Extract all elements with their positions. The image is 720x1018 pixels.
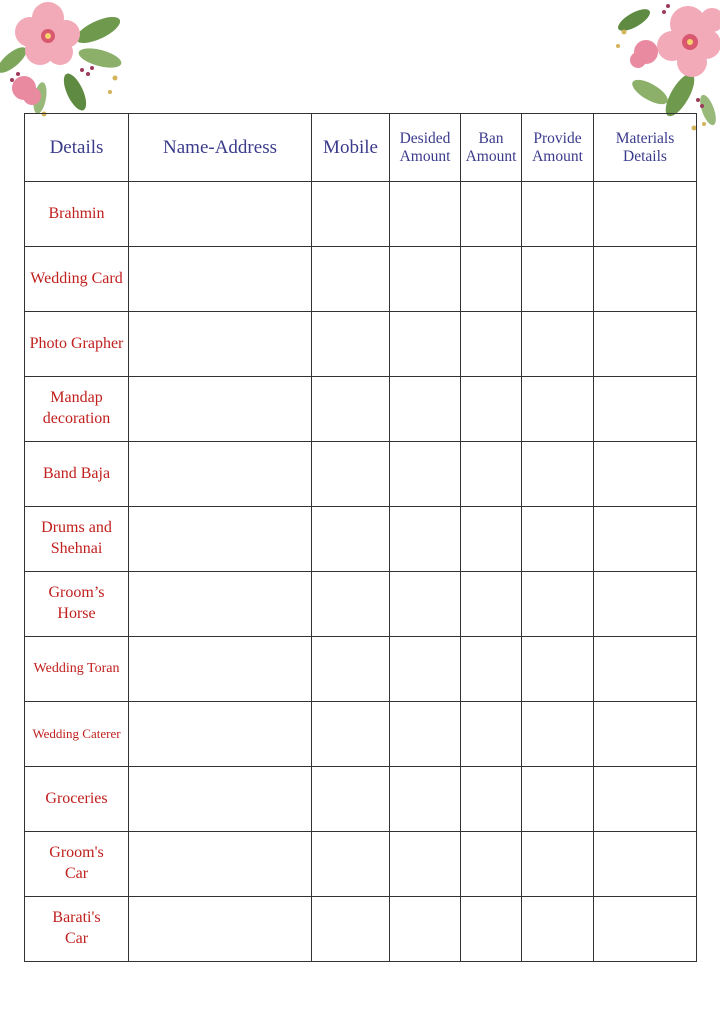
flower-bud-icon	[12, 76, 41, 105]
table-row	[25, 767, 697, 832]
provide-amount-cell[interactable]	[522, 702, 594, 767]
ban-amount-cell[interactable]	[461, 507, 522, 572]
header-ban-amount: Ban Amount	[461, 114, 522, 182]
desided-amount-cell[interactable]	[390, 507, 461, 572]
desided-amount-cell[interactable]	[390, 897, 461, 962]
provide-amount-cell[interactable]	[522, 182, 594, 247]
name-address-cell[interactable]	[129, 247, 312, 312]
name-address-cell[interactable]	[129, 377, 312, 442]
materials-details-cell[interactable]	[594, 637, 697, 702]
table-row	[25, 312, 697, 377]
table-row	[25, 832, 697, 897]
desided-amount-cell[interactable]	[390, 832, 461, 897]
ban-amount-cell[interactable]	[461, 702, 522, 767]
provide-amount-cell[interactable]	[522, 442, 594, 507]
desided-amount-cell[interactable]	[390, 377, 461, 442]
mobile-cell[interactable]	[312, 832, 390, 897]
detail-cell: Groom's Car	[25, 832, 129, 897]
ban-amount-cell[interactable]	[461, 182, 522, 247]
mobile-cell[interactable]	[312, 767, 390, 832]
ban-amount-cell[interactable]	[461, 312, 522, 377]
name-address-cell[interactable]	[129, 572, 312, 637]
mobile-cell[interactable]	[312, 377, 390, 442]
materials-details-cell[interactable]	[594, 377, 697, 442]
table-row	[25, 897, 697, 962]
ban-amount-cell[interactable]	[461, 897, 522, 962]
name-address-cell[interactable]	[129, 897, 312, 962]
header-name-address: Name-Address	[129, 114, 312, 182]
detail-cell: Band Baja	[25, 442, 129, 507]
name-address-cell[interactable]	[129, 767, 312, 832]
detail-cell: Groom’s Horse	[25, 572, 129, 637]
table-row	[25, 637, 697, 702]
materials-details-cell[interactable]	[594, 507, 697, 572]
provide-amount-cell[interactable]	[522, 767, 594, 832]
mobile-cell[interactable]	[312, 637, 390, 702]
header-mobile: Mobile	[312, 114, 390, 182]
detail-cell: Groceries	[25, 767, 129, 832]
provide-amount-cell[interactable]	[522, 897, 594, 962]
name-address-cell[interactable]	[129, 507, 312, 572]
header-desided-amount: Desided Amount	[390, 114, 461, 182]
header-row	[25, 114, 697, 182]
ban-amount-cell[interactable]	[461, 442, 522, 507]
mobile-cell[interactable]	[312, 572, 390, 637]
table-row	[25, 702, 697, 767]
name-address-cell[interactable]	[129, 637, 312, 702]
mobile-cell[interactable]	[312, 182, 390, 247]
table-row	[25, 442, 697, 507]
materials-details-cell[interactable]	[594, 442, 697, 507]
materials-details-cell[interactable]	[594, 702, 697, 767]
table-row	[25, 377, 697, 442]
ban-amount-cell[interactable]	[461, 637, 522, 702]
ban-amount-cell[interactable]	[461, 247, 522, 312]
desided-amount-cell[interactable]	[390, 312, 461, 377]
table-row	[25, 182, 697, 247]
desided-amount-cell[interactable]	[390, 637, 461, 702]
materials-details-cell[interactable]	[594, 572, 697, 637]
detail-cell: Wedding Card	[25, 247, 129, 312]
materials-details-cell[interactable]	[594, 897, 697, 962]
detail-cell: Photo Grapher	[25, 312, 129, 377]
name-address-cell[interactable]	[129, 702, 312, 767]
provide-amount-cell[interactable]	[522, 377, 594, 442]
materials-details-cell[interactable]	[594, 832, 697, 897]
detail-cell: Wedding Caterer	[25, 702, 129, 767]
header-provide-amount: Provide Amount	[522, 114, 594, 182]
detail-cell: Drums and Shehnai	[25, 507, 129, 572]
detail-cell: Brahmin	[25, 182, 129, 247]
ban-amount-cell[interactable]	[461, 377, 522, 442]
provide-amount-cell[interactable]	[522, 247, 594, 312]
desided-amount-cell[interactable]	[390, 767, 461, 832]
name-address-cell[interactable]	[129, 442, 312, 507]
flower-bud-icon	[630, 40, 658, 68]
mobile-cell[interactable]	[312, 507, 390, 572]
provide-amount-cell[interactable]	[522, 572, 594, 637]
table-row	[25, 247, 697, 312]
mobile-cell[interactable]	[312, 442, 390, 507]
materials-details-cell[interactable]	[594, 182, 697, 247]
mobile-cell[interactable]	[312, 312, 390, 377]
floral-decoration-top-left	[0, 0, 130, 120]
ban-amount-cell[interactable]	[461, 832, 522, 897]
materials-details-cell[interactable]	[594, 312, 697, 377]
detail-cell: Wedding Toran	[25, 637, 129, 702]
desided-amount-cell[interactable]	[390, 247, 461, 312]
vendor-planner-table	[24, 113, 697, 962]
name-address-cell[interactable]	[129, 182, 312, 247]
detail-cell: Barati's Car	[25, 897, 129, 962]
ban-amount-cell[interactable]	[461, 767, 522, 832]
desided-amount-cell[interactable]	[390, 572, 461, 637]
mobile-cell[interactable]	[312, 247, 390, 312]
desided-amount-cell[interactable]	[390, 442, 461, 507]
name-address-cell[interactable]	[129, 312, 312, 377]
mobile-cell[interactable]	[312, 702, 390, 767]
header-details: Details	[25, 114, 129, 182]
provide-amount-cell[interactable]	[522, 832, 594, 897]
provide-amount-cell[interactable]	[522, 312, 594, 377]
desided-amount-cell[interactable]	[390, 702, 461, 767]
materials-details-cell[interactable]	[594, 767, 697, 832]
ban-amount-cell[interactable]	[461, 572, 522, 637]
mobile-cell[interactable]	[312, 897, 390, 962]
desided-amount-cell[interactable]	[390, 182, 461, 247]
table-row	[25, 572, 697, 637]
name-address-cell[interactable]	[129, 832, 312, 897]
header-materials-details: Materials Details	[594, 114, 697, 182]
table-row	[25, 507, 697, 572]
provide-amount-cell[interactable]	[522, 637, 594, 702]
detail-cell: Mandap decoration	[25, 377, 129, 442]
provide-amount-cell[interactable]	[522, 507, 594, 572]
materials-details-cell[interactable]	[594, 247, 697, 312]
